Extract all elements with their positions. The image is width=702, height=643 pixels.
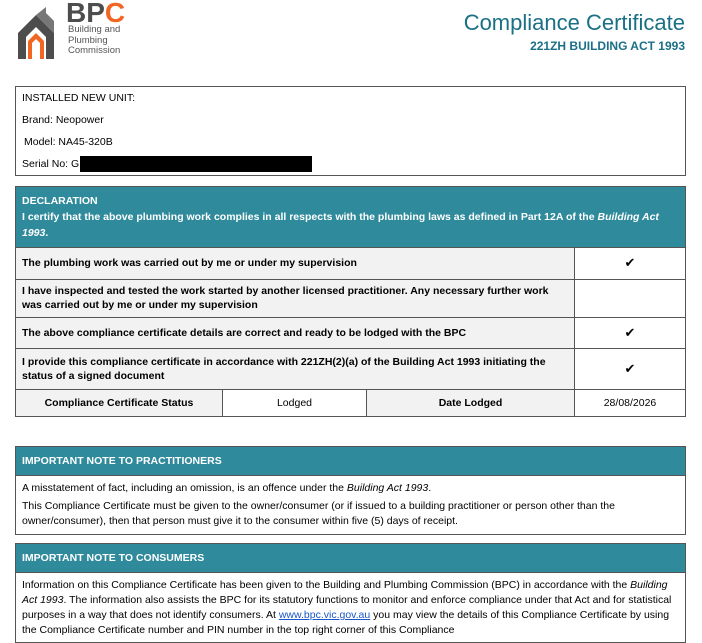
table-row xyxy=(16,317,685,348)
declaration-statement: The above compliance certificate details are correct and ready to be lodged with the BPC xyxy=(16,317,575,348)
consumers-note-body: Information on this Compliance Certificate has been given to the Building and Plumbing Commission (BPC) in accordance with the Building Act 1993. The information also assists the BPC for its statutory functions to monitor and enforce compliance under that Act and for statistical purposes in a way that does not identify consumers. At www.bpc.vic.gov.au you may view the details of this Compliance Certificate by using the Compliance Certificate number and PIN number in the top right corner of this Compliance xyxy=(16,572,685,643)
declaration-statement: I provide this compliance certificate in accordance with 221ZH(2)(a) of the Building Act 1993 initiating the status of a signed document xyxy=(16,348,575,389)
table-row xyxy=(16,348,685,389)
practitioners-note-body xyxy=(16,475,685,534)
unit-serial: Serial No: G xyxy=(16,153,685,175)
unit-model: Model: NA45-320B xyxy=(24,136,113,148)
note-paragraph: This Compliance Certificate must be given to the owner/consumer (or if issued to a building practitioner or person other than the owner/consumer), then that person must give it to the consumer within five (5) days of receipt. xyxy=(22,500,615,527)
date-lodged-value: 28/08/2026 xyxy=(575,390,686,416)
unit-heading: INSTALLED NEW UNIT: xyxy=(22,92,135,104)
unit-brand: Brand: Neopower xyxy=(22,114,104,126)
declaration-text: I certify that the above plumbing work complies in all respects with the plumbing laws as defined in Part 12A of the Building Act 1993. xyxy=(22,211,659,239)
installed-unit-section xyxy=(15,86,686,176)
declaration-table xyxy=(16,248,685,390)
check-cell xyxy=(575,279,686,317)
practitioners-note-title: IMPORTANT NOTE TO PRACTITIONERS xyxy=(16,447,685,475)
status-label: Compliance Certificate Status xyxy=(16,390,223,416)
page-title: Compliance Certificate xyxy=(463,10,685,35)
status-table xyxy=(16,390,685,416)
status-value: Lodged xyxy=(223,390,367,416)
check-icon: ✔ xyxy=(575,248,686,279)
date-lodged-label: Date Lodged xyxy=(367,390,575,416)
bpc-website-link[interactable]: www.bpc.vic.gov.au xyxy=(278,609,371,621)
declaration-header xyxy=(16,187,685,248)
table-row xyxy=(16,279,685,317)
house-logo-icon xyxy=(16,7,60,59)
certificate-header xyxy=(464,10,685,53)
logo-wordmark: BPC xyxy=(66,0,126,28)
consumers-note-title: IMPORTANT NOTE TO CONSUMERS xyxy=(16,544,685,572)
declaration-statement: The plumbing work was carried out by me or under my supervision xyxy=(16,248,575,279)
redaction-bar xyxy=(80,156,312,172)
declaration-title: DECLARATION xyxy=(22,195,98,207)
table-row xyxy=(16,390,685,416)
declaration-section xyxy=(15,186,686,417)
page-subtitle: 221ZH BUILDING ACT 1993 xyxy=(530,39,685,53)
practitioners-note xyxy=(15,446,686,535)
check-icon: ✔ xyxy=(575,317,686,348)
table-row xyxy=(16,248,685,279)
logo-subtitle: Building and Plumbing Commission xyxy=(68,24,121,56)
check-icon: ✔ xyxy=(575,348,686,389)
bpc-logo xyxy=(16,0,146,61)
declaration-statement: I have inspected and tested the work started by another licensed practitioner. Any necessary further work was carried out by me or under my supervision xyxy=(16,279,575,317)
consumers-note xyxy=(15,543,686,643)
note-paragraph: A misstatement of fact, including an omission, is an offence under the Building Act 1993. xyxy=(22,482,432,494)
